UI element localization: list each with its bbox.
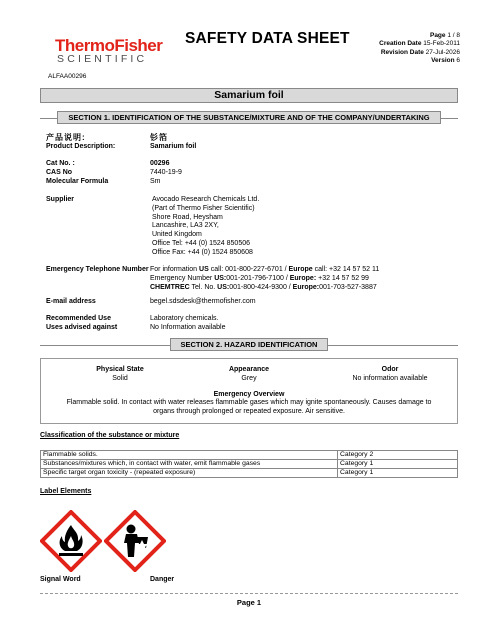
emergency-line-2: Emergency Number US:001-201-796-7100 / Europe: +32 14 57 52 99 [150, 274, 369, 282]
category-cell: Category 1 [338, 469, 458, 478]
page-label: Page [429, 32, 446, 39]
odor-value: No information available [352, 374, 428, 382]
document-title: SAFETY DATA SHEET [185, 30, 350, 47]
health-hazard-pictogram-icon [104, 510, 166, 572]
appearance-label: Appearance [228, 366, 270, 373]
signal-word-label: Signal Word [40, 576, 81, 583]
classification-heading: Classification of the substance or mixture [40, 432, 180, 439]
emergency-line-3: CHEMTREC Tel. No. US:001-800-424-9300 / Europe:001-703-527-3887 [150, 283, 377, 291]
version-value: 6 [456, 57, 460, 65]
section1-heading-text: SECTION 1. IDENTIFICATION OF THE SUBSTANCE/MIXTURE AND OF THE COMPANY/UNDERTAKING [57, 111, 440, 124]
physical-state-label: Physical State [96, 366, 144, 373]
document-meta [379, 32, 460, 66]
cas-no-value: 7440-19-9 [150, 169, 182, 176]
creation-date-label: Creation Date [379, 40, 422, 48]
table-row [41, 451, 458, 460]
cat-no-value: 00296 [150, 160, 170, 167]
emergency-phone-label: Emergency Telephone Number [46, 266, 149, 273]
appearance-value: Grey [241, 374, 257, 382]
molecular-formula-label: Molecular Formula [46, 178, 109, 185]
emergency-line-1: For information US call: 001-800-227-6701 / Europe call: +32 14 57 52 11 [150, 266, 380, 273]
supplier-line: Office Fax: +44 (0) 1524 850608 [152, 248, 253, 256]
recommended-use-label: Recommended Use [46, 315, 111, 322]
email-label: E-mail address [46, 298, 96, 305]
supplier-line: Lancashire, LA3 2XY, [152, 222, 219, 230]
supplier-line: Avocado Research Chemicals Ltd. [152, 196, 260, 203]
cn-product-label: 产品说明: [46, 133, 86, 142]
table-row [41, 460, 458, 469]
category-cell: Category 2 [338, 451, 458, 460]
emergency-overview-text: Flammable solid. In contact with water releases flammable gases which may ignite spontaneously. Causes damage to organs through prolonged or repeated exposure. Air sensitive. [66, 399, 432, 415]
emergency-overview-label: Emergency Overview [213, 391, 285, 398]
brand-logo-sub: SCIENTIFIC [57, 53, 148, 65]
hazard-cell: Flammable solids. [41, 451, 338, 460]
page-value: 1 / 8 [447, 32, 460, 39]
supplier-label: Supplier [46, 196, 75, 203]
emergency-phone-info [150, 266, 379, 292]
brand-logo: ThermoFisher [55, 36, 163, 55]
odor [320, 366, 460, 384]
email-value[interactable]: begel.sdsdesk@thermofisher.com [150, 298, 256, 305]
recommended-use-value: Laboratory chemicals. [150, 315, 219, 322]
cat-no-label: Cat No. : [46, 160, 75, 167]
product-description-label: Product Description: [46, 143, 116, 150]
supplier-line: Office Tel: +44 (0) 1524 850506 [152, 239, 251, 247]
supplier-line: United Kingdom [152, 231, 202, 238]
section1-heading [40, 112, 458, 124]
table-row [41, 469, 458, 478]
odor-label: Odor [381, 366, 399, 373]
section2-heading-text: SECTION 2. HAZARD IDENTIFICATION [170, 338, 329, 351]
physical-state [50, 366, 190, 384]
uses-advised-against-value: No Information available [150, 324, 226, 331]
label-elements-heading: Label Elements [40, 488, 92, 495]
category-cell: Category 1 [338, 460, 458, 469]
supplier-line: Shore Road, Heysham [152, 213, 223, 221]
cas-no-label: CAS No [46, 169, 73, 176]
product-title: Samarium foil [40, 88, 458, 103]
physical-state-value: Solid [112, 374, 128, 382]
hazard-cell: Substances/mixtures which, in contact with water, emit flammable gases [41, 460, 338, 469]
cn-product-value: 钐箔 [150, 133, 168, 142]
document-code: ALFAA00296 [48, 73, 87, 80]
uses-advised-against-label: Uses advised against [46, 324, 118, 331]
signal-word-value: Danger [150, 576, 175, 583]
page-footer: Page 1 [236, 598, 262, 607]
revision-date-label: Revision Date [380, 48, 424, 56]
flame-pictogram-icon [40, 510, 102, 572]
version-label: Version [431, 57, 455, 65]
molecular-formula-value: Sm [150, 178, 161, 185]
product-description-value: Samarium foil [150, 143, 197, 150]
section2-heading [40, 339, 458, 351]
revision-date-value: 27-Jul-2026 [425, 48, 460, 56]
hazard-cell: Specific target organ toxicity - (repeated exposure) [41, 469, 338, 478]
footer-divider [40, 593, 458, 594]
supplier-address [152, 196, 259, 257]
classification-table [40, 450, 458, 478]
supplier-line: (Part of Thermo Fisher Scientific) [152, 204, 255, 212]
creation-date-value: 15-Feb-2011 [423, 40, 460, 48]
appearance [179, 366, 319, 384]
